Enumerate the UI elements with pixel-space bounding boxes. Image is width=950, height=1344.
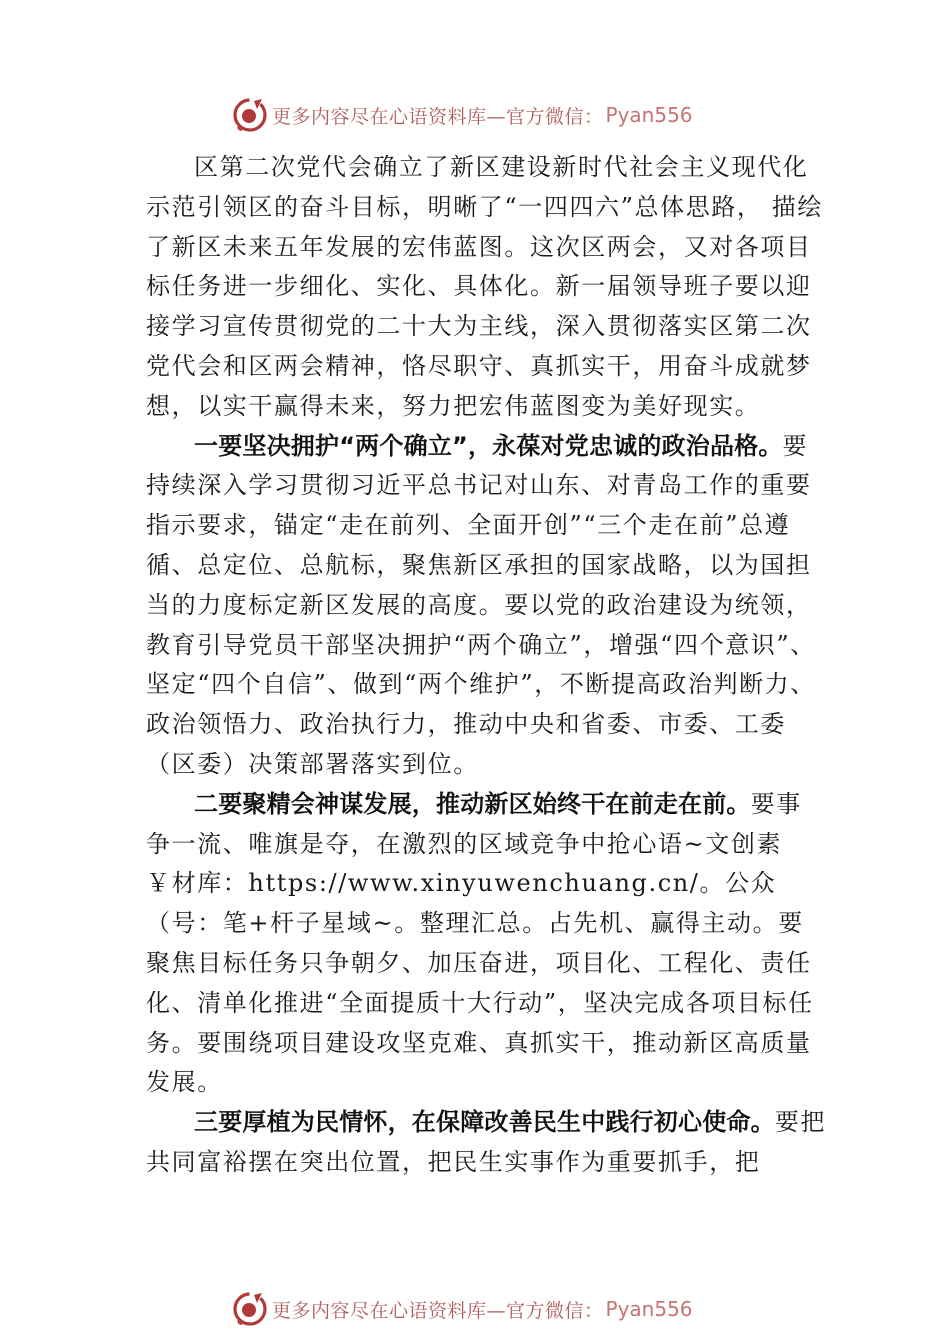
header-watermark <box>232 95 693 135</box>
paragraph-lead: 一要坚决拥护“两个确立”，永葆对党忠诚的政治品格。 <box>194 431 783 460</box>
paragraph-intro <box>146 148 826 427</box>
paragraph-point-three <box>146 1103 826 1183</box>
ink-brush-seal-icon <box>232 1291 268 1327</box>
ink-brush-seal-icon <box>232 97 268 133</box>
watermark-text: 更多内容尽在心语资料库—官方微信： <box>272 105 604 128</box>
paragraph-lead: 二要聚精会神谋发展，推动新区始终干在前走在前。 <box>194 789 751 818</box>
watermark-wechat-id: Pyan556 <box>605 1297 693 1321</box>
footer-watermark <box>232 1289 693 1329</box>
paragraph-text: 要事争一流、唯旗是夺，在激烈的区域竞争中抢心语~文创素￥材库：https://www.xinyuwenchuang.cn/。公众（号：笔+杆子星域~。整理汇总。占先机、赢得主动。要聚焦目标任务只争朝夕、加压奋进，项目化、工程化、责任化、清单化推进“全面提质十大行动”，坚决完成各项目标任务。要围绕项目建设攻坚克难、真抓实干，推动新区高质量发展。 <box>146 789 814 1097</box>
paragraph-point-two <box>146 785 826 1103</box>
document-body <box>146 148 826 1183</box>
paragraph-text: 区第二次党代会确立了新区建设新时代社会主义现代化示范引领区的奋斗目标，明晰了“一四四六”总体思路， 描绘了新区未来五年发展的宏伟蓝图。这次区两会，又对各项目标任务进一步细化、实化、具体化。新一届领导班子要以迎接学习宣传贯彻党的二十大为主线，深入贯彻落实区第二次党代会和区两会精神，恪尽职守、真抓实干，用奋斗成就梦想，以实干赢得未来，努力把宏伟蓝图变为美好现实。 <box>146 153 823 420</box>
watermark-wechat-id: Pyan556 <box>605 103 693 127</box>
paragraph-text: 要持续深入学习贯彻习近平总书记对山东、对青岛工作的重要指示要求，锚定“走在前列、全面开创”“三个走在前”总遵循、总定位、总航标，聚焦新区承担的国家战略，以为国担当的力度标定新区发展的高度。要以党的政治建设为统领，教育引导党员干部坚决拥护“两个确立”，增强“四个意识”、坚定“四个自信”、做到“两个维护”，不断提高政治判断力、政治领悟力、政治执行力，推动中央和省委、市委、工委（区委）决策部署落实到位。 <box>146 431 816 778</box>
paragraph-lead: 三要厚植为民情怀，在保障改善民生中践行初心使命。 <box>194 1108 775 1137</box>
paragraph-point-one <box>146 427 826 785</box>
watermark-text: 更多内容尽在心语资料库—官方微信： <box>272 1299 604 1322</box>
paragraph-text: 要把共同富裕摆在突出位置，把民生实事作为重要抓手，把 <box>146 1108 827 1176</box>
